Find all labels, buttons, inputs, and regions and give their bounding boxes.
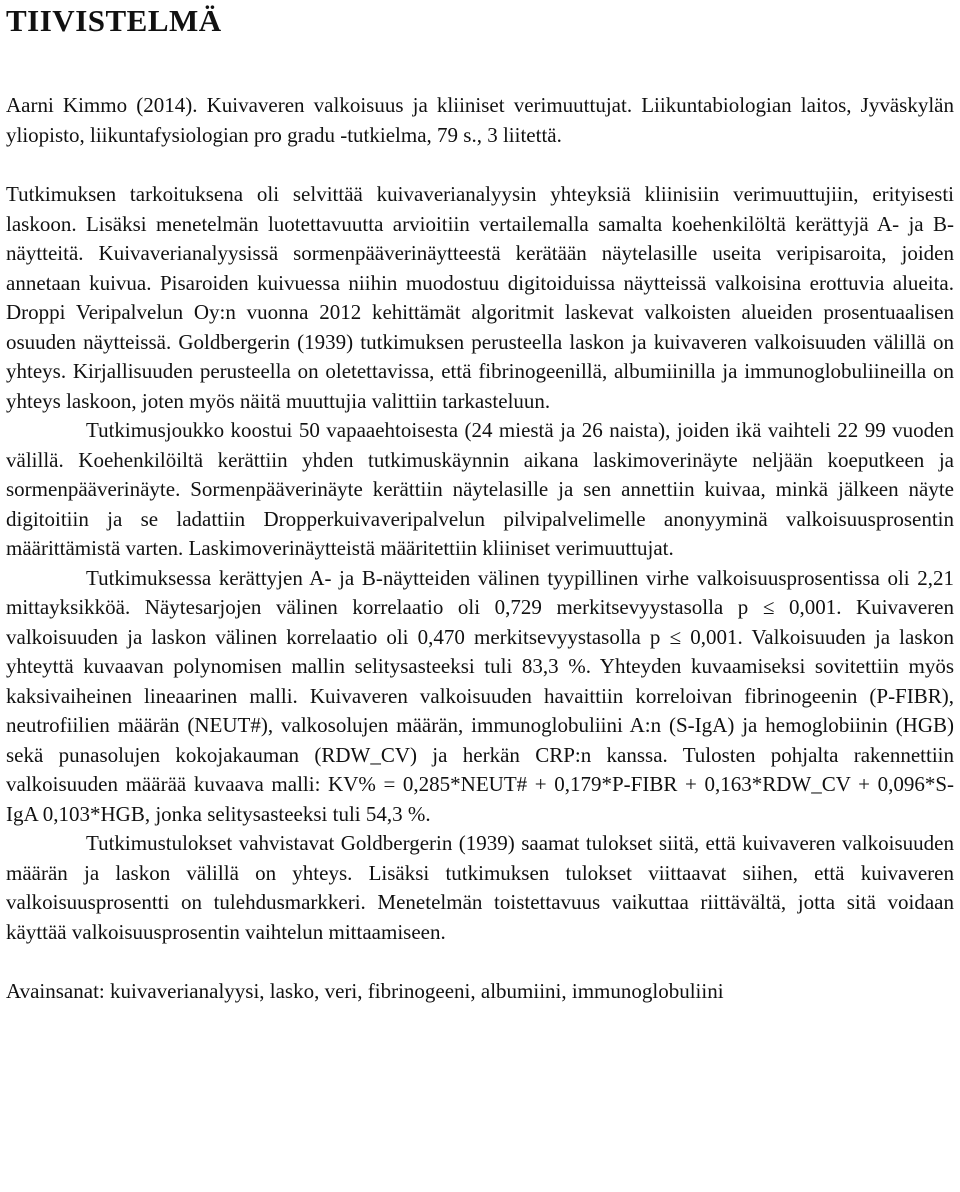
document-page xyxy=(6,0,954,1007)
abstract-paragraph-methods: Tutkimusjoukko koostui 50 vapaaehtoisesta (24 miestä ja 26 naista), joiden ikä vaihteli 22 99 vuoden välillä. Koehenkilöiltä kerättiin yhden tutkimuskäynnin aikana laskimoverinäyte neljään koeputkeen ja sormenpääverinäyte. Sormenpääverinäyte kerättiin näytelasille ja sen annettiin kuivaa, minkä jälkeen näyte digitoitiin ja se ladattiin Dropperkuivaveripalvelun pilvipalvelimelle anonyyminä valkoisuusprosentin määrittämistä varten. Laskimoverinäytteistä määritettiin kliiniset verimuuttujat. xyxy=(6,418,954,560)
bibliographic-reference: Aarni Kimmo (2014). Kuivaveren valkoisuus ja kliiniset verimuuttujat. Liikuntabiologian laitos, Jyväskylän yliopisto, liikuntafysiologian pro gradu -tutkielma, 79 s., 3 liitettä. xyxy=(6,93,954,147)
abstract-paragraph-results: Tutkimuksessa kerättyjen A- ja B-näytteiden välinen tyypillinen virhe valkoisuusprosentissa oli 2,21 mittayksikköä. Näytesarjojen välinen korrelaatio oli 0,729 merkitsevyystasolla p ≤ 0,001. Kuivaveren valkoisuuden ja laskon välinen korrelaatio oli 0,470 merkitsevyystasolla p ≤ 0,001. Valkoisuuden ja laskon yhteyttä kuvaavan polynomisen mallin selitysasteeksi tuli 83,3 %. Yhteyden kuvaamiseksi sovitettiin myös kaksivaiheinen lineaarinen malli. Kuivaveren valkoisuuden havaittiin korreloivan fibrinogeenin (P-FIBR), neutrofiilien määrän (NEUT#), valkosolujen määrän, immunoglobuliini A:n (S-IgA) ja hemoglobiinin (HGB) sekä punasolujen kokojakauman (RDW_CV) ja herkän CRP:n kanssa. Tulosten pohjalta rakennettiin valkoisuuden määrää kuvaava malli: KV% = 0,285*NEUT# + 0,179*P-FIBR + 0,163*RDW_CV + 0,096*S-IgA 0,103*HGB, jonka selitysasteeksi tuli 54,3 %. xyxy=(6,565,954,826)
abstract-paragraph-purpose: Tutkimuksen tarkoituksena oli selvittää kuivaverianalyysin yhteyksiä kliinisiin verimuuttujiin, erityisesti laskoon. Lisäksi menetelmän luotettavuutta arvioitiin vertailemalla samalta koehenkilöltä kerättyjä A- ja B-näytteitä. Kuivaverianalyysissä sormenpääverinäytteestä kerätään näytelasille useita veripisaroita, joiden annetaan kuivua. Pisaroiden kuivuessa niihin muodostuu digitoiduissa näytteissä valkoisina erottuvia alueita. Droppi Veripalvelun Oy:n vuonna 2012 kehittämät algoritmit laskevat valkoisten alueiden prosentuaalisen osuuden näytteissä. Goldbergerin (1939) tutkimuksen perusteella laskon ja kuivaveren valkoisuuden välillä on yhteys. Kirjallisuuden perusteella on oletettavissa, että fibrinogeenillä, albumiinilla ja immunoglobuliineilla on yhteys laskoon, joten myös näitä muuttujia valittiin tarkasteluun. xyxy=(6,182,954,413)
keywords-line: Avainsanat: kuivaverianalyysi, lasko, veri, fibrinogeeni, albumiini, immunoglobuliini xyxy=(6,979,724,1003)
abstract-paragraph-conclusions: Tutkimustulokset vahvistavat Goldbergerin (1939) saamat tulokset siitä, että kuivaveren valkoisuuden määrän ja laskon välillä on yhteys. Lisäksi tutkimuksen tulokset viittaavat siihen, että kuivaveren valkoisuusprosentti on tulehdusmarkkeri. Menetelmän toistettavuus vaikuttaa riittävältä, jotta sitä voidaan käyttää valkoisuusprosentin vaihtelun mittaamiseen. xyxy=(6,831,954,944)
page-title: TIIVISTELMÄ xyxy=(6,3,222,38)
